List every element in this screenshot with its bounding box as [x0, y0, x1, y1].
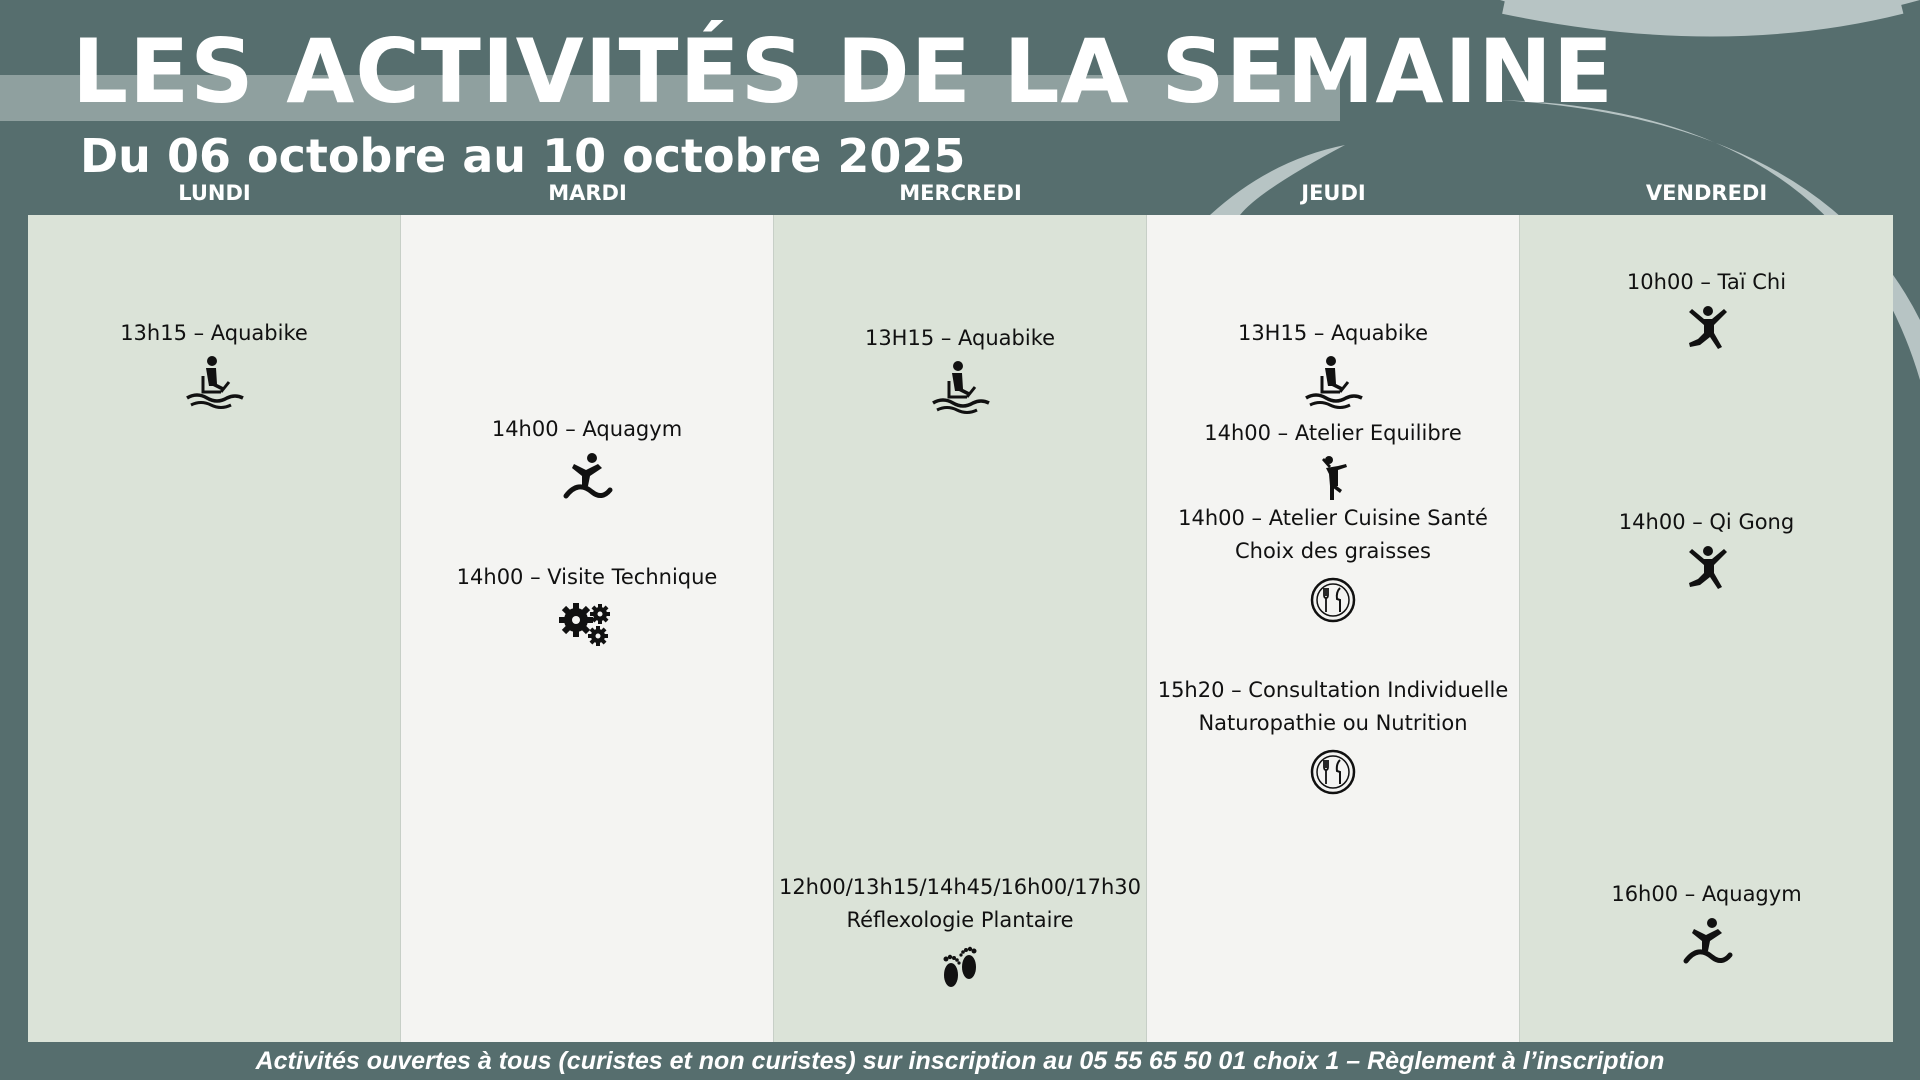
- day-header-jeudi: JEUDI: [1301, 181, 1366, 205]
- activity-lundi-aquabike: [28, 317, 400, 410]
- page-title: LES ACTIVITÉS DE LA SEMAINE: [72, 20, 1614, 123]
- day-header-mardi: MARDI: [548, 181, 627, 205]
- activity-subtitle: Naturopathie ou Nutrition: [1198, 711, 1468, 735]
- activity-jeudi-aquabike: [1147, 317, 1519, 410]
- tai-chi-icon: [1672, 303, 1742, 359]
- activity-time-title: 14h00 – Aquagym: [491, 417, 683, 441]
- cutlery-plate-icon: [1298, 572, 1368, 628]
- activity-vendredi-aquagym: [1520, 878, 1893, 971]
- cutlery-plate-icon: [1298, 744, 1368, 800]
- gears-icon: [552, 598, 622, 654]
- activity-vendredi-qi-gong: [1520, 506, 1893, 599]
- activity-vendredi-tai-chi: [1520, 266, 1893, 359]
- activity-time-title: 10h00 – Taï Chi: [1626, 270, 1787, 294]
- activity-jeudi-atelier-cuisine: [1147, 502, 1519, 628]
- activity-jeudi-atelier-equilibre: [1147, 417, 1519, 510]
- aquagym-icon: [552, 450, 622, 506]
- activity-mercredi-reflexologie: [774, 871, 1146, 997]
- activity-mercredi-aquabike: [774, 322, 1146, 415]
- day-header-vendredi: VENDREDI: [1645, 181, 1768, 205]
- footprints-icon: [925, 941, 995, 997]
- activity-time-title: 14h00 – Atelier Equilibre: [1204, 421, 1462, 445]
- footer-info: Activités ouvertes à tous (curistes et non curistes) sur inscription au 05 55 65 50 01 choix 1 – Règlement à l’inscription: [255, 1047, 1665, 1075]
- weekly-schedule-grid: [28, 215, 1893, 1042]
- activity-mardi-aquagym: [401, 413, 773, 506]
- day-header-mercredi: MERCREDI: [899, 181, 1022, 205]
- aquabike-icon: [179, 354, 249, 410]
- activity-time-title: 13h15 – Aquabike: [120, 321, 308, 345]
- activity-mardi-visite-technique: [401, 561, 773, 654]
- activity-time-title: 16h00 – Aquagym: [1611, 882, 1802, 906]
- activity-time-title: 14h00 – Visite Technique: [456, 565, 718, 589]
- activity-time-title: 13H15 – Aquabike: [864, 326, 1056, 350]
- date-range: Du 06 octobre au 10 octobre 2025: [80, 129, 966, 183]
- column-mardi: [401, 215, 774, 1042]
- column-jeudi: [1147, 215, 1520, 1042]
- activity-time-title: 12h00/13h15/14h45/16h00/17h30: [778, 875, 1142, 899]
- activity-time-title: 14h00 – Qi Gong: [1618, 510, 1795, 534]
- activity-subtitle: Choix des graisses: [1234, 539, 1432, 563]
- aquabike-icon: [925, 359, 995, 415]
- aquagym-icon: [1672, 915, 1742, 971]
- activity-time-title: 15h20 – Consultation Individuelle: [1157, 678, 1509, 702]
- column-lundi: [28, 215, 401, 1042]
- activity-jeudi-consultation: [1147, 674, 1519, 800]
- column-vendredi: [1520, 215, 1893, 1042]
- aquabike-icon: [1298, 354, 1368, 410]
- qi-gong-icon: [1672, 543, 1742, 599]
- day-header-lundi: LUNDI: [178, 181, 251, 205]
- column-mercredi: [774, 215, 1147, 1042]
- activity-subtitle: Réflexologie Plantaire: [846, 908, 1074, 932]
- activity-time-title: 13H15 – Aquabike: [1237, 321, 1429, 345]
- activity-time-title: 14h00 – Atelier Cuisine Santé: [1178, 506, 1488, 530]
